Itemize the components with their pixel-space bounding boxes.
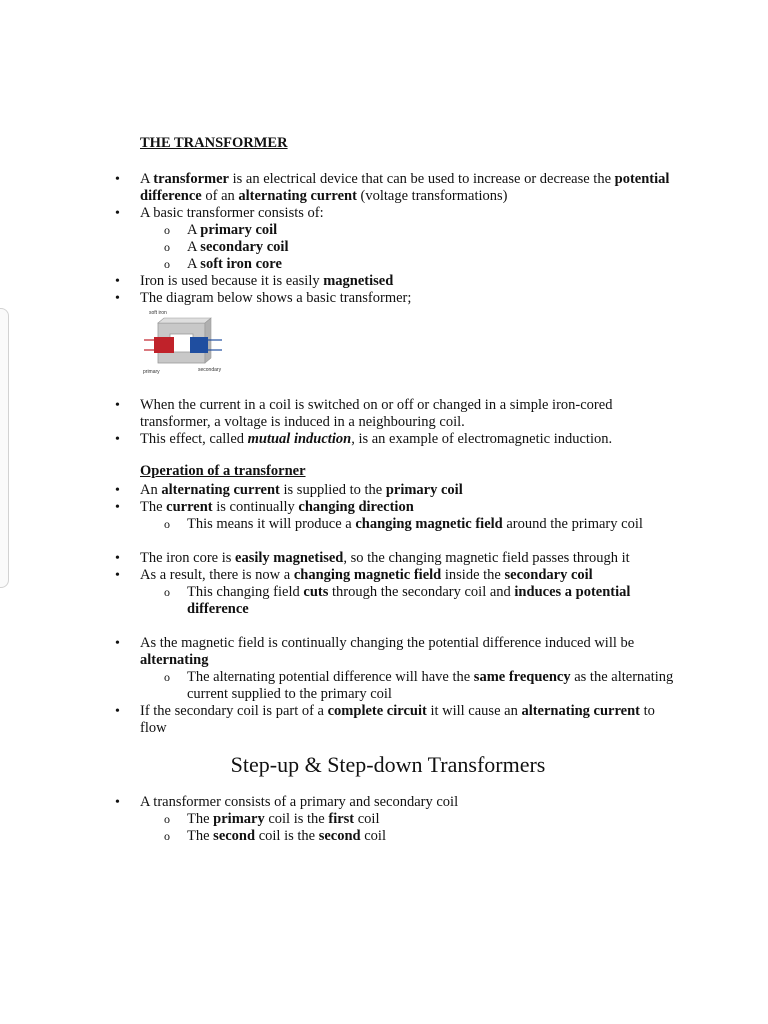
sublist-item: o The alternating potential difference will have the same frequency as the alternating current supplied to the primary coil — [187, 669, 677, 703]
sublist-item: o The primary coil is the first coil — [187, 811, 677, 828]
operation-sublist — [140, 516, 675, 533]
transformer-diagram — [140, 306, 232, 376]
sublist-item: o This means it will produce a changing magnetic field around the primary coil — [187, 516, 677, 533]
list-item: • The iron core is easily magnetised, so the changing magnetic field passes through it — [0, 550, 675, 567]
secondary-coil — [190, 337, 208, 353]
diagram-label-soft-iron: soft iron — [149, 310, 167, 316]
intro-list — [0, 171, 675, 307]
list-item: • As a result, there is now a changing magnetic field inside the secondary coil o This changing field cuts through the secondary coil and induces a potential difference — [0, 567, 675, 635]
diagram-label-secondary: secondary — [198, 367, 222, 373]
mutual-induction-list — [0, 397, 675, 448]
sublist-item: o A secondary coil — [187, 239, 677, 256]
list-item: • The current is continually changing direction o This means it will produce a changing magnetic field around the primary coil — [0, 499, 675, 550]
sublist-item: o A soft iron core — [187, 256, 677, 273]
list-item: • When the current in a coil is switched on or off or changed in a simple iron-cored transformer, a voltage is induced in a neighbouring coil. — [0, 397, 675, 431]
section-title: Step-up & Step-down Transformers — [230, 752, 546, 777]
core-top-face — [158, 318, 211, 323]
stepup-sublist — [140, 811, 675, 845]
parts-sublist — [140, 222, 675, 273]
list-item: • If the secondary coil is part of a complete circuit it will cause an alternating current to flow — [0, 703, 675, 737]
sublist-item: o This changing field cuts through the secondary coil and induces a potential difference — [187, 584, 677, 618]
page-title: THE TRANSFORMER — [140, 135, 288, 151]
diagram-label-primary: primary — [143, 369, 160, 375]
sublist-item: o A primary coil — [187, 222, 677, 239]
list-item: • A basic transformer consists of: o A primary coil o A secondary coil o A soft iron core — [0, 205, 675, 273]
list-item: • As the magnetic field is continually changing the potential difference induced will be alternating o The alternating potential difference will have the same frequency as the alternating current supplied to the primary coil — [0, 635, 675, 703]
operation-list — [0, 482, 675, 737]
list-item: • This effect, called mutual induction, is an example of electromagnetic induction. — [0, 431, 675, 448]
list-item: • A transformer is an electrical device that can be used to increase or decrease the potential difference of an alternating current (voltage transformations) — [0, 171, 675, 205]
stepup-list — [0, 794, 675, 845]
list-item: • Iron is used because it is easily magnetised — [0, 273, 675, 290]
list-item: • The diagram below shows a basic transformer; — [0, 290, 675, 307]
operation-sublist — [140, 584, 675, 618]
list-item: • A transformer consists of a primary and secondary coil o The primary coil is the first coil o The second coil is the second coil — [0, 794, 675, 845]
operation-sublist — [140, 669, 675, 703]
operation-heading: Operation of a transforner — [140, 463, 306, 479]
sublist-item: o The second coil is the second coil — [187, 828, 677, 845]
list-item: • An alternating current is supplied to the primary coil — [0, 482, 675, 499]
primary-coil — [154, 337, 174, 353]
